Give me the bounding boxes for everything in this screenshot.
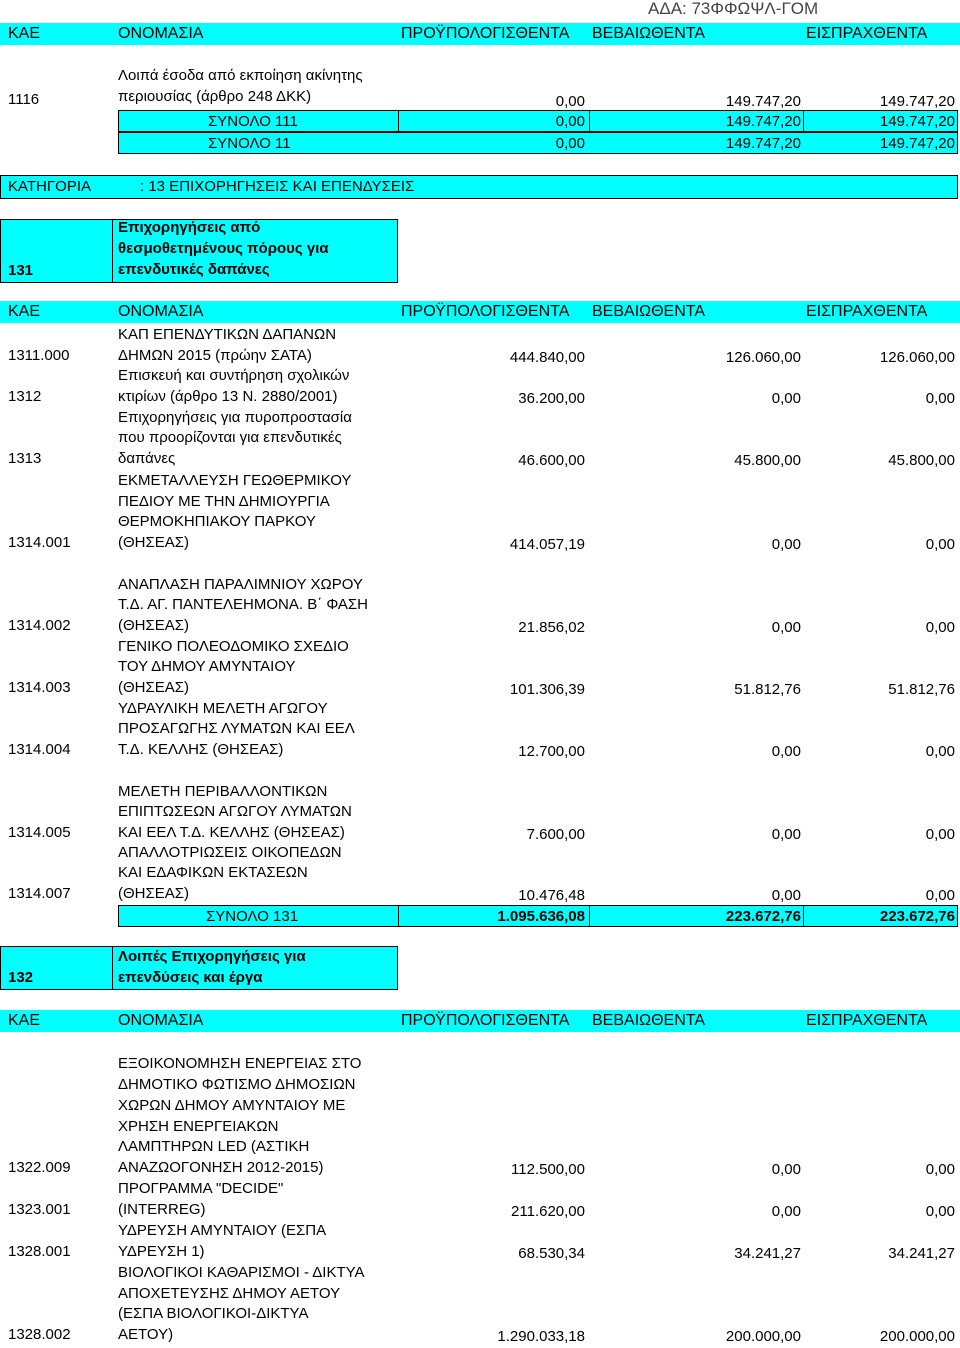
col-name: ΟΝΟΜΑΣΙΑ bbox=[118, 25, 204, 42]
row-name-line: ΔΗΜΩΝ 2015 (πρώην ΣΑΤΑ) bbox=[118, 347, 312, 365]
col-name: ΟΝΟΜΑΣΙΑ bbox=[118, 303, 204, 320]
row-name-line: ΑΠΟΧΕΤΕΥΣΗΣ ΔΗΜΟΥ ΑΕΤΟΥ bbox=[118, 1284, 341, 1302]
group-title: Λοιπές Επιχορηγήσεις για bbox=[118, 948, 306, 965]
row-name-line: ΓΕΝΙΚΟ ΠΟΛΕΟΔΟΜΙΚΟ ΣΧΕΔΙΟ bbox=[118, 637, 349, 655]
row-budgeted: 444.840,00 bbox=[509, 349, 585, 367]
row-code: 1311.000 bbox=[8, 347, 70, 365]
col-budgeted: ΠΡΟΫΠΟΛΟΓΙΣΘΕΝΤΑ bbox=[401, 1012, 570, 1029]
total-budgeted: 1.095.636,08 bbox=[497, 908, 585, 925]
row-name-line: ΘΕΡΜΟΚΗΠΙΑΚΟΥ ΠΑΡΚΟΥ bbox=[118, 513, 316, 531]
row-name-line: Επιχορηγήσεις για πυροπροστασία bbox=[118, 408, 352, 426]
col-certified: ΒΕΒΑΙΩΘΕΝΤΑ bbox=[592, 303, 706, 320]
total-collected: 149.747,20 bbox=[879, 113, 955, 130]
col-kae: ΚΑΕ bbox=[8, 25, 41, 42]
total-budgeted: 0,00 bbox=[555, 135, 585, 152]
row-code: 1314.005 bbox=[8, 824, 71, 842]
total-label: ΣΥΝΟΛΟ 111 bbox=[208, 113, 298, 130]
row-collected: 0,00 bbox=[925, 743, 955, 761]
divider bbox=[112, 219, 113, 283]
group-title: Επιχορηγήσεις από bbox=[118, 219, 261, 236]
row-name-line: Τ.Δ. ΚΕΛΛΗΣ (ΘΗΣΕΑΣ) bbox=[118, 741, 284, 759]
row-name-line: ΤΟΥ ΔΗΜΟΥ ΑΜΥΝΤΑΙΟΥ bbox=[118, 658, 296, 676]
group-title: επενδύσεις και έργα bbox=[118, 969, 263, 986]
row-name-line: (ΕΣΠΑ ΒΙΟΛΟΓΙΚΟΙ-ΔΙΚΤΥΑ bbox=[118, 1305, 309, 1323]
total-certified: 223.672,76 bbox=[725, 908, 801, 925]
group-code: 131 bbox=[8, 262, 34, 279]
row-budgeted: 36.200,00 bbox=[518, 390, 585, 408]
row-budgeted: 211.620,00 bbox=[511, 1203, 585, 1221]
row-name-line: ΑΝΑΠΛΑΣΗ ΠΑΡΑΛΙΜΝΙΟΥ ΧΩΡΟΥ bbox=[118, 575, 363, 593]
row-budgeted: 414.057,19 bbox=[509, 536, 585, 554]
row-name-line: ΥΔΡΕΥΣΗ 1) bbox=[118, 1243, 205, 1261]
row-name-line: ΕΞΟΙΚΟΝΟΜΗΣΗ ΕΝΕΡΓΕΙΑΣ ΣΤΟ bbox=[118, 1055, 362, 1073]
row-name-line: ΑΝΑΖΩΟΓΟΝΗΣΗ 2012-2015) bbox=[118, 1159, 324, 1177]
col-certified: ΒΕΒΑΙΩΘΕΝΤΑ bbox=[592, 1012, 706, 1029]
row-name-line: ΒΙΟΛΟΓΙΚΟΙ ΚΑΘΑΡΙΣΜΟΙ - ΔΙΚΤΥΑ bbox=[118, 1263, 365, 1281]
row-collected: 0,00 bbox=[925, 1161, 955, 1179]
row-code: 1314.002 bbox=[8, 617, 71, 635]
row-code: 1314.004 bbox=[8, 741, 71, 759]
row-budgeted: 0,00 bbox=[555, 93, 585, 110]
row-name-line: ΕΠΙΠΤΩΣΕΩΝ ΑΓΩΓΟΥ ΛΥΜΑΤΩΝ bbox=[118, 803, 352, 821]
row-name-line: ΑΠΑΛΛΟΤΡΙΩΣΕΙΣ ΟΙΚΟΠΕΔΩΝ bbox=[118, 843, 342, 861]
category-label: ΚΑΤΗΓΟΡΙΑ bbox=[8, 178, 91, 195]
row-name-line: ΕΚΜΕΤΑΛΛΕΥΣΗ ΓΕΩΘΕΡΜΙΚΟΥ bbox=[118, 471, 352, 489]
row-certified: 0,00 bbox=[771, 1161, 801, 1179]
row-name-line: ΜΕΛΕΤΗ ΠΕΡΙΒΑΛΛΟΝΤΙΚΩΝ bbox=[118, 782, 328, 800]
row-name-line: που προορίζονται για επενδυτικές bbox=[118, 429, 342, 447]
row-budgeted: 21.856,02 bbox=[518, 619, 585, 637]
row-certified: 0,00 bbox=[771, 536, 801, 554]
row-name-line: ΔΗΜΟΤΙΚΟ ΦΩΤΙΣΜΟ ΔΗΜΟΣΙΩΝ bbox=[118, 1076, 356, 1093]
row-budgeted: 12.700,00 bbox=[518, 743, 585, 761]
watermark: ΑΔΑ: 73ΦΦΩΨΛ-ΓΟΜ bbox=[648, 0, 819, 18]
row-code: 1314.001 bbox=[8, 534, 71, 552]
row-name-line: ΧΡΗΣΗ ΕΝΕΡΓΕΙΑΚΩΝ bbox=[118, 1117, 279, 1135]
col-collected: ΕΙΣΠΡΑΧΘΕΝΤΑ bbox=[806, 25, 928, 42]
row-certified: 126.060,00 bbox=[725, 349, 801, 367]
row-certified: 0,00 bbox=[771, 619, 801, 637]
row-certified: 0,00 bbox=[771, 743, 801, 761]
category-value: : 13 ΕΠΙΧΟΡΗΓΗΣΕΙΣ ΚΑΙ ΕΠΕΝΔΥΣΕΙΣ bbox=[140, 178, 415, 195]
row-budgeted: 101.306,39 bbox=[509, 681, 585, 699]
row-budgeted: 1.290.033,18 bbox=[497, 1328, 585, 1346]
col-certified: ΒΕΒΑΙΩΘΕΝΤΑ bbox=[592, 25, 706, 42]
group-title: επενδυτικές δαπάνες bbox=[118, 261, 270, 278]
row-budgeted: 46.600,00 bbox=[518, 452, 585, 470]
total-certified: 149.747,20 bbox=[725, 113, 801, 130]
total-collected: 149.747,20 bbox=[879, 135, 955, 152]
row-certified: 51.812,76 bbox=[734, 681, 801, 699]
row-name-line: ΚΑΠ ΕΠΕΝΔΥΤΙΚΩΝ ΔΑΠΑΝΩΝ bbox=[118, 326, 337, 344]
row-collected: 34.241,27 bbox=[888, 1245, 955, 1263]
total-certified: 149.747,20 bbox=[725, 135, 801, 152]
row-code: 1312 bbox=[8, 388, 42, 406]
row-name-line: ΧΩΡΩΝ ΔΗΜΟΥ ΑΜΥΝΤΑΙΟΥ ΜΕ bbox=[118, 1096, 346, 1114]
row-code: 1116 bbox=[8, 91, 40, 108]
row-name-line: ΥΔΡΕΥΣΗ ΑΜΥΝΤΑΙΟΥ (ΕΣΠΑ bbox=[118, 1222, 327, 1240]
row-collected: 51.812,76 bbox=[888, 681, 955, 699]
row-name-line: Τ.Δ. ΑΓ. ΠΑΝΤΕΛΕΗΜΟΝΑ. Β΄ ΦΑΣΗ bbox=[118, 596, 369, 614]
divider bbox=[803, 905, 804, 927]
row-code: 1314.007 bbox=[8, 885, 71, 903]
row-name-line: (INTERREG) bbox=[118, 1201, 206, 1219]
row-budgeted: 112.500,00 bbox=[511, 1161, 585, 1179]
row-certified: 0,00 bbox=[771, 390, 801, 408]
row-certified: 200.000,00 bbox=[725, 1328, 801, 1346]
row-name-line: (ΘΗΣΕΑΣ) bbox=[118, 534, 190, 552]
row-budgeted: 68.530,34 bbox=[518, 1245, 585, 1263]
row-name-line: Επισκευή και συντήρηση σχολικών bbox=[118, 367, 350, 385]
row-collected: 0,00 bbox=[925, 536, 955, 554]
row-code: 1328.001 bbox=[8, 1243, 71, 1261]
row-code: 1313 bbox=[8, 450, 42, 468]
row-collected: 0,00 bbox=[925, 1203, 955, 1221]
divider bbox=[112, 946, 113, 990]
row-certified: 45.800,00 bbox=[734, 452, 801, 470]
row-certified: 0,00 bbox=[771, 826, 801, 844]
row-code: 1323.001 bbox=[8, 1201, 71, 1219]
row-budgeted: 7.600,00 bbox=[526, 826, 585, 844]
col-budgeted: ΠΡΟΫΠΟΛΟΓΙΣΘΕΝΤΑ bbox=[401, 25, 570, 42]
row-name-line: ΚΑΙ ΕΔΑΦΙΚΩΝ ΕΚΤΑΣΕΩΝ bbox=[118, 864, 308, 882]
row-certified: 0,00 bbox=[771, 887, 801, 905]
row-name: Λοιπά έσοδα από εκποίηση ακίνητης bbox=[118, 67, 363, 84]
row-name-line: ΠΡΟΣΑΓΩΓΗΣ ΛΥΜΑΤΩΝ ΚΑΙ ΕΕΛ bbox=[118, 720, 355, 738]
col-kae: ΚΑΕ bbox=[8, 303, 41, 320]
row-name-line: ΑΕΤΟΥ) bbox=[118, 1326, 174, 1344]
total-collected: 223.672,76 bbox=[879, 908, 955, 925]
row-name-line: κτιρίων (άρθρο 13 Ν. 2880/2001) bbox=[118, 388, 338, 406]
row-collected: 45.800,00 bbox=[888, 452, 955, 470]
total-budgeted: 0,00 bbox=[555, 113, 585, 130]
row-name-line: ΛΑΜΠΤΗΡΩΝ LED (ΑΣΤΙΚΗ bbox=[118, 1138, 310, 1156]
row-name-line: (ΘΗΣΕΑΣ) bbox=[118, 617, 190, 635]
row-collected: 0,00 bbox=[925, 826, 955, 844]
row-name-line: (ΘΗΣΕΑΣ) bbox=[118, 885, 190, 903]
row-code: 1328.002 bbox=[8, 1326, 71, 1344]
row-code: 1314.003 bbox=[8, 679, 71, 697]
row-name-line: δαπάνες bbox=[118, 450, 176, 468]
col-kae: ΚΑΕ bbox=[8, 1012, 41, 1029]
divider bbox=[398, 905, 399, 927]
row-budgeted: 10.476,48 bbox=[518, 887, 585, 905]
row-collected: 0,00 bbox=[925, 619, 955, 637]
row-name-line: ΥΔΡΑΥΛΙΚΗ ΜΕΛΕΤΗ ΑΓΩΓΟΥ bbox=[118, 699, 328, 717]
row-name-line: ΚΑΙ ΕΕΛ Τ.Δ. ΚΕΛΛΗΣ (ΘΗΣΕΑΣ) bbox=[118, 824, 345, 842]
divider bbox=[589, 905, 590, 927]
row-certified: 34.241,27 bbox=[734, 1245, 801, 1263]
row-collected: 0,00 bbox=[925, 887, 955, 905]
group-code: 132 bbox=[8, 969, 34, 986]
row-collected: 149.747,20 bbox=[879, 93, 955, 110]
col-name: ΟΝΟΜΑΣΙΑ bbox=[118, 1012, 204, 1029]
col-collected: ΕΙΣΠΡΑΧΘΕΝΤΑ bbox=[806, 303, 928, 320]
row-certified: 149.747,20 bbox=[725, 93, 801, 110]
row-name-line: ΠΡΟΓΡΑΜΜΑ "DECIDE" bbox=[118, 1180, 284, 1198]
row-certified: 0,00 bbox=[771, 1203, 801, 1221]
row-name-line: (ΘΗΣΕΑΣ) bbox=[118, 679, 190, 697]
row-name-line: ΠΕΔΙΟΥ ΜΕ ΤΗΝ ΔΗΜΙΟΥΡΓΙΑ bbox=[118, 492, 330, 510]
row-collected: 126.060,00 bbox=[879, 349, 955, 367]
row-collected: 200.000,00 bbox=[879, 1328, 955, 1346]
row-collected: 0,00 bbox=[925, 390, 955, 408]
total-label: ΣΥΝΟΛΟ 131 bbox=[206, 908, 299, 925]
row-name: περιουσίας (άρθρο 248 ΔΚΚ) bbox=[118, 88, 312, 105]
total-label: ΣΥΝΟΛΟ 11 bbox=[208, 135, 291, 152]
row-code: 1322.009 bbox=[8, 1159, 71, 1177]
group-title: θεσμοθετημένους πόρους για bbox=[118, 240, 329, 257]
col-collected: ΕΙΣΠΡΑΧΘΕΝΤΑ bbox=[806, 1012, 928, 1029]
col-budgeted: ΠΡΟΫΠΟΛΟΓΙΣΘΕΝΤΑ bbox=[401, 303, 570, 320]
